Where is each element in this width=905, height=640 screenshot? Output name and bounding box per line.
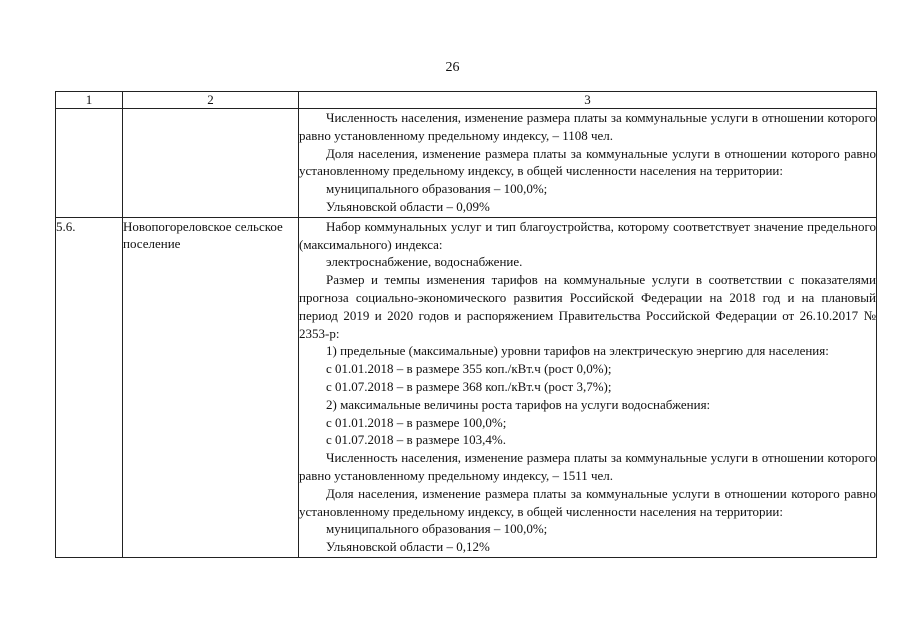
- text-paragraph: 1) предельные (максимальные) уровни тарифов на электрическую энергию для населения:: [326, 343, 829, 359]
- table-row: [56, 109, 877, 218]
- text-line: Ульяновской области – 0,09%: [326, 198, 490, 214]
- page-number: 26: [445, 60, 460, 75]
- column-header-2: 2: [123, 92, 299, 109]
- text-paragraph: Набор коммунальных услуг и тип благоустройства, которому соответствует значение предельного (максимального) индекса:: [299, 218, 876, 252]
- row-number-cell: 5.6.: [56, 217, 123, 557]
- text-line: муниципального образования – 100,0%;: [326, 181, 548, 197]
- description-cell: [299, 109, 877, 218]
- description-cell: [299, 217, 877, 557]
- text-line: Ульяновской области – 0,12%: [326, 539, 490, 555]
- settlement-name-cell: [123, 109, 299, 218]
- text-paragraph: Доля населения, изменение размера платы за коммунальные услуги в отношении которого равно установленному предельному индексу, в общей численности населения на территории:: [299, 145, 876, 179]
- text-line: 2) максимальные величины роста тарифов на услуги водоснабжения:: [326, 396, 711, 412]
- table-header-row: [56, 92, 877, 109]
- text-line: с 01.01.2018 – в размере 355 коп./кВт.ч (рост 0,0%);: [326, 361, 612, 377]
- text-line: с 01.07.2018 – в размере 368 коп./кВт.ч (рост 3,7%);: [326, 378, 612, 394]
- text-paragraph: Численность населения, изменение размера платы за коммунальные услуги в отношении которого равно установленному предельному индексу, – 1108 чел.: [299, 110, 876, 143]
- table-row: [56, 217, 877, 557]
- settlement-name-cell: Новопогореловское сельское поселение: [123, 217, 299, 557]
- text-paragraph: Размер и темпы изменения тарифов на коммунальные услуги в соответствии с показателями прогноза социально-экономического развития Российской Федерации на 2018 год и на плановый период 2019 и 2020 годов и распоряжением Правительства Российской Федерации от 26.10.2017 № 2353-р:: [299, 272, 876, 341]
- column-header-1: 1: [56, 92, 123, 109]
- column-header-3: 3: [299, 92, 877, 109]
- text-line: муниципального образования – 100,0%;: [326, 521, 548, 537]
- text-line: с 01.07.2018 – в размере 103,4%.: [326, 432, 506, 448]
- text-line: электроснабжение, водоснабжение.: [326, 254, 523, 270]
- text-line: с 01.01.2018 – в размере 100,0%;: [326, 414, 507, 430]
- text-paragraph: Доля населения, изменение размера платы за коммунальные услуги в отношении которого равно установленному предельному индексу, в общей численности населения на территории:: [299, 485, 876, 519]
- text-paragraph: Численность населения, изменение размера платы за коммунальные услуги в отношении которого равно установленному предельному индексу, – 1511 чел.: [299, 450, 876, 483]
- row-number-cell: [56, 109, 123, 218]
- tariff-table: [55, 91, 877, 558]
